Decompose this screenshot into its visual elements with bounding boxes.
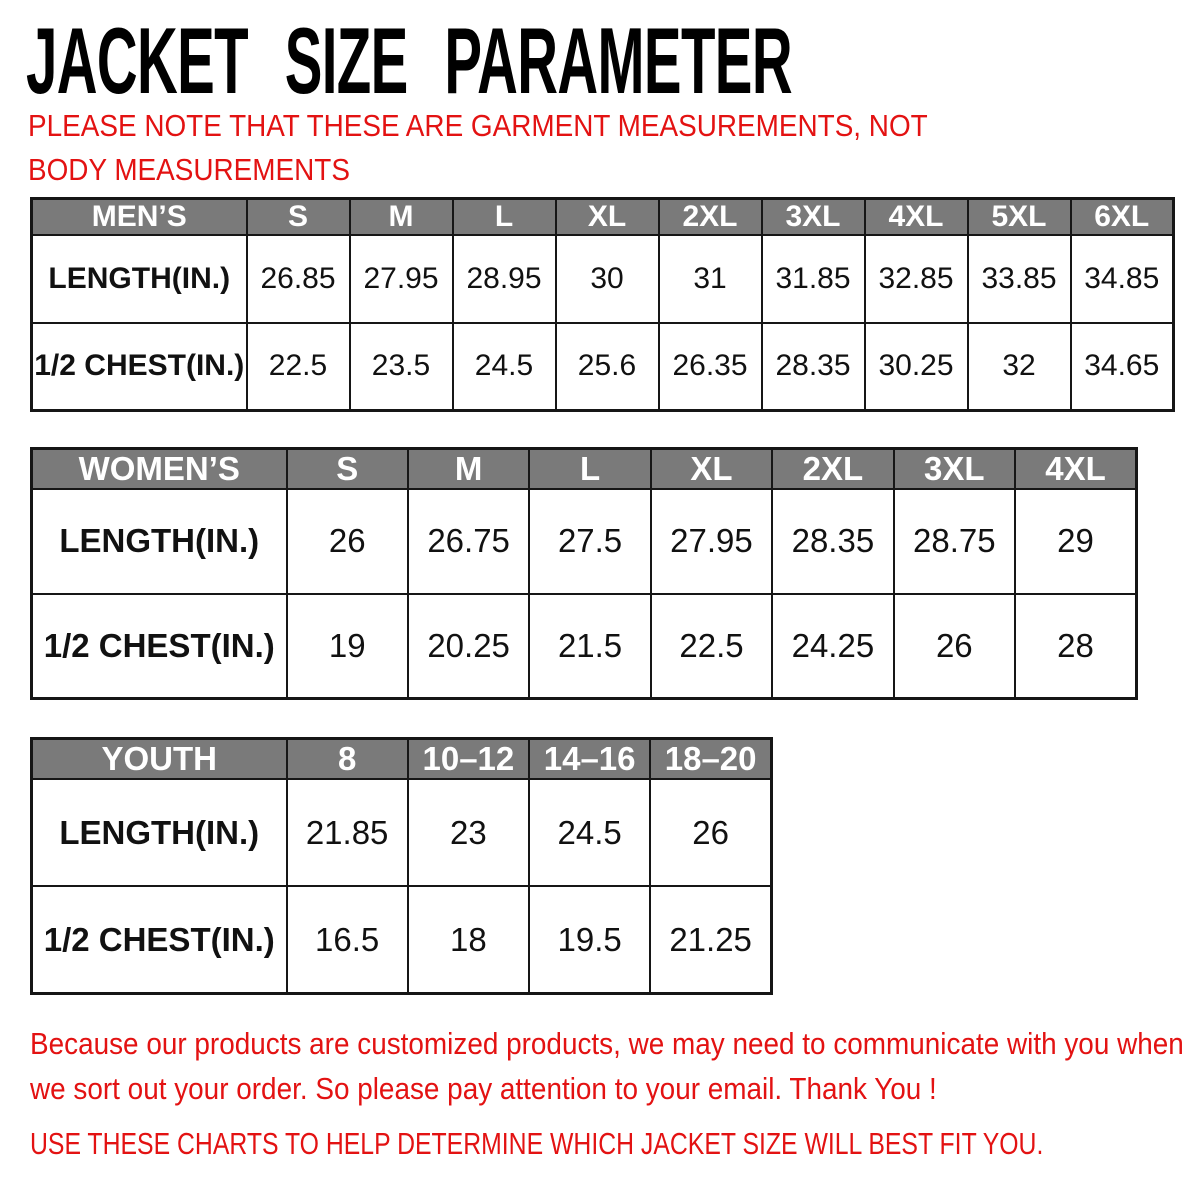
mens-size-header-cell: S [247, 199, 350, 236]
womens-size-header-cell: S [287, 449, 408, 490]
womens-measurement-value-cell: 21.5 [529, 594, 650, 699]
mens-measurement-value-cell: 23.5 [350, 323, 453, 411]
mens-measurement-value-cell: 31 [659, 235, 762, 323]
womens-measurement-value-cell: 29 [1015, 489, 1136, 594]
womens-header-row [32, 449, 1137, 490]
mens-measurement-value-cell: 31.85 [762, 235, 865, 323]
youth-size-table [30, 737, 773, 995]
womens-size-table-grid [30, 447, 1138, 700]
womens-size-header-cell: XL [651, 449, 772, 490]
customization-notice: Because our products are customized products, we may need to communicate with you when we sort out your order. So please pay attention to your email. Thank You ! [30, 1026, 1184, 1106]
mens-category-header-cell: MEN’S [32, 199, 247, 236]
womens-measurement-value-cell: 24.25 [772, 594, 893, 699]
mens-header-row [32, 199, 1174, 236]
womens-measurement-value-cell: 28.75 [894, 489, 1015, 594]
mens-row-label-cell: LENGTH(IN.) [32, 235, 247, 323]
mens-measurement-row [32, 323, 1174, 411]
youth-measurement-value-cell: 24.5 [529, 779, 650, 886]
mens-measurement-value-cell: 22.5 [247, 323, 350, 411]
womens-row-label-cell: LENGTH(IN.) [32, 489, 287, 594]
mens-size-header-cell: M [350, 199, 453, 236]
youth-row-label-cell: LENGTH(IN.) [32, 779, 287, 886]
womens-measurement-row [32, 489, 1137, 594]
womens-measurement-value-cell: 27.5 [529, 489, 650, 594]
womens-size-header-cell: L [529, 449, 650, 490]
youth-measurement-value-cell: 23 [408, 779, 529, 886]
mens-size-table-grid [30, 197, 1175, 412]
mens-size-header-cell: 3XL [762, 199, 865, 236]
youth-size-header-cell: 14–16 [529, 739, 650, 780]
womens-size-header-cell: 3XL [894, 449, 1015, 490]
youth-measurement-row [32, 886, 772, 993]
mens-measurement-value-cell: 26.35 [659, 323, 762, 411]
mens-measurement-value-cell: 30 [556, 235, 659, 323]
mens-size-header-cell: L [453, 199, 556, 236]
youth-measurement-value-cell: 21.85 [287, 779, 408, 886]
mens-size-header-cell: 2XL [659, 199, 762, 236]
mens-measurement-value-cell: 28.35 [762, 323, 865, 411]
mens-measurement-value-cell: 25.6 [556, 323, 659, 411]
mens-measurement-row [32, 235, 1174, 323]
womens-size-header-cell: 4XL [1015, 449, 1136, 490]
youth-size-header-cell: 10–12 [408, 739, 529, 780]
youth-category-header-cell: YOUTH [32, 739, 287, 780]
womens-measurement-value-cell: 20.25 [408, 594, 529, 699]
youth-measurement-value-cell: 19.5 [529, 886, 650, 993]
youth-measurement-value-cell: 18 [408, 886, 529, 993]
mens-size-header-cell: 6XL [1071, 199, 1174, 236]
youth-size-header-cell: 8 [287, 739, 408, 780]
youth-measurement-value-cell: 16.5 [287, 886, 408, 993]
mens-row-label-cell: 1/2 CHEST(IN.) [32, 323, 247, 411]
youth-size-header-cell: 18–20 [650, 739, 771, 780]
mens-measurement-value-cell: 30.25 [865, 323, 968, 411]
womens-size-table [30, 447, 1138, 700]
youth-measurement-row [32, 779, 772, 886]
womens-measurement-value-cell: 28.35 [772, 489, 893, 594]
mens-size-header-cell: 5XL [968, 199, 1071, 236]
mens-measurement-value-cell: 24.5 [453, 323, 556, 411]
page-title: JACKET SIZE PARAMETER [26, 8, 792, 113]
youth-measurement-value-cell: 21.25 [650, 886, 771, 993]
fit-advice-line: USE THESE CHARTS TO HELP DETERMINE WHICH JACKET SIZE WILL BEST FIT YOU. [30, 1126, 1044, 1161]
mens-measurement-value-cell: 26.85 [247, 235, 350, 323]
womens-measurement-value-cell: 28 [1015, 594, 1136, 699]
garment-measurement-note: PLEASE NOTE THAT THESE ARE GARMENT MEASUREMENTS, NOT BODY MEASUREMENTS [28, 108, 928, 188]
youth-size-table-grid [30, 737, 773, 995]
mens-measurement-value-cell: 28.95 [453, 235, 556, 323]
mens-measurement-value-cell: 33.85 [968, 235, 1071, 323]
womens-size-header-cell: 2XL [772, 449, 893, 490]
youth-header-row [32, 739, 772, 780]
womens-category-header-cell: WOMEN’S [32, 449, 287, 490]
mens-size-header-cell: XL [556, 199, 659, 236]
mens-size-table [30, 197, 1175, 412]
mens-measurement-value-cell: 32 [968, 323, 1071, 411]
womens-measurement-value-cell: 26 [894, 594, 1015, 699]
womens-measurement-value-cell: 26.75 [408, 489, 529, 594]
mens-size-header-cell: 4XL [865, 199, 968, 236]
youth-row-label-cell: 1/2 CHEST(IN.) [32, 886, 287, 993]
womens-row-label-cell: 1/2 CHEST(IN.) [32, 594, 287, 699]
womens-measurement-value-cell: 27.95 [651, 489, 772, 594]
mens-measurement-value-cell: 27.95 [350, 235, 453, 323]
womens-measurement-value-cell: 19 [287, 594, 408, 699]
mens-measurement-value-cell: 34.85 [1071, 235, 1174, 323]
womens-measurement-value-cell: 22.5 [651, 594, 772, 699]
mens-measurement-value-cell: 34.65 [1071, 323, 1174, 411]
youth-measurement-value-cell: 26 [650, 779, 771, 886]
womens-measurement-value-cell: 26 [287, 489, 408, 594]
womens-measurement-row [32, 594, 1137, 699]
mens-measurement-value-cell: 32.85 [865, 235, 968, 323]
womens-size-header-cell: M [408, 449, 529, 490]
